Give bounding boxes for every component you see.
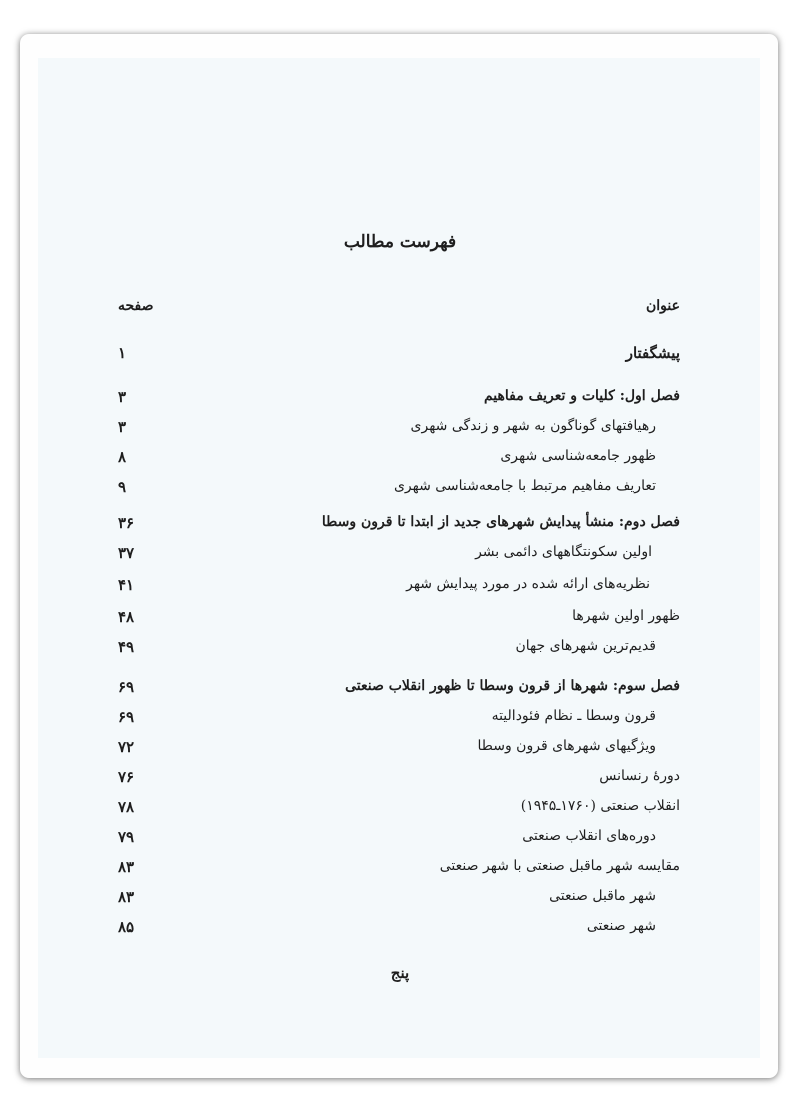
toc-entry-page: ۶۹	[118, 708, 135, 726]
toc-entry-page: ۷۹	[118, 828, 135, 846]
toc-entry-page: ۸۳	[118, 888, 135, 906]
toc-entry-page: ۴۹	[118, 638, 135, 656]
toc-entry-title: قرون وسطا ـ نظام فئودالیته	[491, 708, 656, 724]
toc-entry-title: ویژگیهای شهرهای قرون وسطا	[477, 738, 656, 754]
toc-entry-title: فصل اول: کلیات و تعریف مفاهیم	[483, 388, 680, 404]
toc-header	[118, 298, 680, 320]
toc-entry-page: ۳۶	[118, 514, 135, 532]
toc-entry-page: ۱	[118, 344, 127, 362]
page-title: فهرست مطالب	[343, 232, 457, 252]
topic-column-label: عنوان	[646, 298, 680, 314]
toc-entry-title: نظریه‌های ارائه شده در مورد پیدایش شهر	[406, 576, 650, 592]
toc-entry-title: پیشگفتار	[625, 344, 680, 362]
toc-entry-title: شهر صنعتی	[586, 918, 656, 934]
toc-entry-title: ظهور جامعه‌شناسی شهری	[500, 448, 656, 464]
toc-entry-title: دوره‌های انقلاب صنعتی	[522, 828, 656, 844]
toc-entry-page: ۷۲	[118, 738, 135, 756]
toc-entry-page: ۶۹	[118, 678, 135, 696]
toc-entry-title: مقایسه شهر ماقبل صنعتی با شهر صنعتی	[439, 858, 680, 874]
toc-entry-title: انقلاب صنعتی (۱۷۶۰ـ۱۹۴۵)	[520, 798, 680, 814]
toc-entry-page: ۸۳	[118, 858, 135, 876]
toc-entry-page: ۴۱	[118, 576, 135, 594]
toc-entry-title: فصل دوم: منشأ پیدایش شهرهای جدید از ابتدا تا قرون وسطا	[321, 514, 680, 530]
toc-entry-title: دورهٔ رنسانس	[599, 768, 680, 784]
toc-entry-page: ۳	[118, 388, 127, 406]
toc-entry-title: قدیم‌ترین شهرهای جهان	[515, 638, 656, 654]
page-number-footer: پنج	[390, 964, 410, 982]
toc-entry-page: ۹	[118, 478, 127, 496]
toc-entry-page: ۷۶	[118, 768, 135, 786]
toc-entry-title: اولین سکونتگاههای دائمی بشر	[475, 544, 652, 560]
toc-entry-title: تعاریف مفاهیم مرتبط با جامعه‌شناسی شهری	[393, 478, 656, 494]
toc-entry-page: ۴۸	[118, 608, 135, 626]
toc-entry-title: ظهور اولین شهرها	[572, 608, 680, 624]
toc-entry-page: ۷۸	[118, 798, 135, 816]
toc-entry-page: ۸	[118, 448, 127, 466]
toc-entry-page: ۳	[118, 418, 127, 436]
toc-entry-page: ۳۷	[118, 544, 135, 562]
page-column-label: صفحه	[118, 298, 154, 314]
toc-entry-title: شهر ماقبل صنعتی	[549, 888, 656, 904]
toc-entry-page: ۸۵	[118, 918, 135, 936]
toc-entry-title: رهیافتهای گوناگون به شهر و زندگی شهری	[410, 418, 656, 434]
toc-entry-title: فصل سوم: شهرها از قرون وسطا تا ظهور انقلاب صنعتی	[345, 678, 680, 694]
